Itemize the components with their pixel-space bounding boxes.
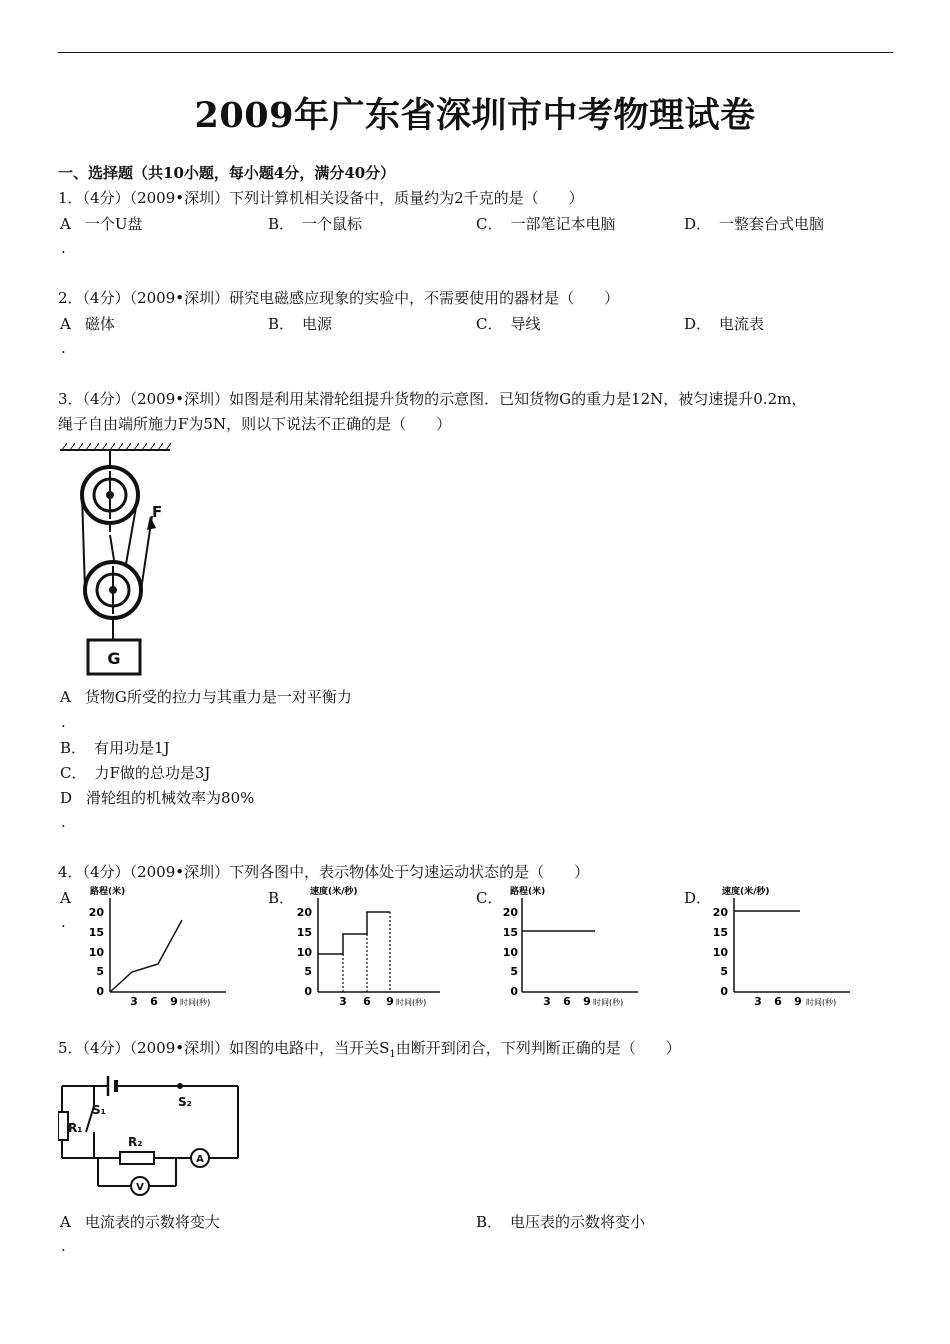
q3-option-a[interactable] (60, 687, 352, 707)
question-2-stem: 2．（4分）（2009•深圳）研究电磁感应现象的实验中，不需要使用的器材是（ ） (58, 289, 620, 307)
option-label: C． (476, 215, 503, 233)
option-label: A (60, 688, 71, 706)
option-text: 有用功是1J (94, 739, 170, 757)
graph-ylabel: 路程(米) (510, 887, 546, 897)
option-text: 一部笔记本电脑 (510, 215, 616, 233)
y-tick: 15 (88, 926, 104, 939)
graph-a (86, 884, 246, 1009)
graph-xlabel: 时间(秒) (806, 998, 837, 1007)
option-label: A (60, 315, 71, 333)
x-tick: 9 (583, 995, 591, 1008)
option-text: 电压表的示数将变小 (510, 1213, 646, 1231)
y-tick: 20 (502, 906, 518, 919)
q3-option-d[interactable] (60, 788, 254, 808)
x-tick: 6 (563, 995, 571, 1008)
x-tick: 3 (339, 995, 347, 1008)
page-title: 2009年广东省深圳市中考物理试卷 (194, 95, 756, 136)
graph-c (500, 884, 660, 1009)
q2-option-a[interactable] (60, 314, 115, 334)
y-tick: 5 (720, 965, 728, 978)
y-tick: 20 (296, 906, 312, 919)
graph-xlabel: 时间(秒) (396, 998, 427, 1007)
graph-xlabel: 时间(秒) (593, 998, 624, 1007)
dot: . (61, 713, 66, 731)
y-tick: 10 (296, 946, 312, 959)
q4-option-c-label[interactable]: C． (476, 889, 503, 907)
option-label: C． (476, 315, 503, 333)
option-text: 一个U盘 (84, 215, 143, 233)
option-label: D． (684, 315, 712, 333)
y-tick: 10 (502, 946, 518, 959)
question-1-stem: 1．（4分）（2009•深圳）下列计算机相关设备中，质量约为2千克的是（ ） (58, 189, 584, 207)
question-5-stem (58, 1038, 681, 1065)
y-tick: 5 (96, 965, 104, 978)
q4-option-b-label[interactable]: B． (268, 889, 295, 907)
dot: . (61, 239, 66, 257)
q2-option-b[interactable] (268, 314, 332, 334)
x-tick: 6 (363, 995, 371, 1008)
x-tick: 9 (170, 995, 178, 1008)
x-tick: 6 (774, 995, 782, 1008)
circuit-figure (58, 1070, 248, 1200)
q1-option-a[interactable] (60, 214, 143, 234)
load-label: G (107, 649, 121, 668)
r1-label: R₁ (68, 1121, 83, 1135)
option-label: B． (60, 739, 87, 757)
x-tick: 9 (794, 995, 802, 1008)
voltmeter-label: V (136, 1182, 144, 1193)
q1-option-b[interactable] (268, 214, 362, 234)
ceiling (60, 443, 171, 450)
force-label: F (152, 503, 163, 521)
s1-label: S₁ (92, 1103, 106, 1117)
q4-option-a-label[interactable]: A (60, 889, 71, 907)
y-tick: 20 (88, 906, 104, 919)
option-text: 电流表 (719, 315, 765, 333)
option-text: 力F做的总功是3J (94, 764, 211, 782)
x-tick: 6 (150, 995, 158, 1008)
q5-option-b[interactable] (476, 1212, 645, 1232)
q2-option-d[interactable] (684, 314, 764, 334)
option-text: 磁体 (84, 315, 115, 333)
option-label: B． (268, 215, 295, 233)
option-label: B． (476, 1213, 503, 1231)
stem-text: 5．（4分）（2009•深圳）如图的电路中，当开关S (58, 1039, 390, 1057)
q4-option-d-label[interactable]: D． (684, 889, 712, 907)
y-tick: 10 (712, 946, 728, 959)
y-tick: 20 (712, 906, 728, 919)
option-label: B． (268, 315, 295, 333)
graph-line (110, 920, 182, 992)
q1-option-d[interactable] (684, 214, 824, 234)
graph-d (708, 884, 868, 1009)
question-4-stem: 4．（4分）（2009•深圳）下列各图中，表示物体处于匀速运动状态的是（ ） (58, 863, 590, 881)
question-3-stem-line2: 绳子自由端所施力F为5N，则以下说法不正确的是（ ） (58, 415, 452, 433)
q1-option-c[interactable] (476, 214, 616, 234)
dot: . (61, 913, 66, 931)
y-tick: 5 (304, 965, 312, 978)
dot: . (61, 339, 66, 357)
graph-xlabel: 时间(秒) (180, 998, 211, 1007)
y-tick: 15 (712, 926, 728, 939)
y-tick: 15 (296, 926, 312, 939)
option-text: 滑轮组的机械效率为80% (86, 789, 255, 807)
option-text: 一整套台式电脑 (719, 215, 825, 233)
option-text: 导线 (510, 315, 541, 333)
x-tick: 9 (386, 995, 394, 1008)
option-label: A (60, 1213, 71, 1231)
option-text: 货物G所受的拉力与其重力是一对平衡力 (84, 688, 352, 706)
y-tick: 0 (510, 985, 518, 998)
q3-option-c[interactable] (60, 763, 210, 783)
y-tick: 0 (304, 985, 312, 998)
y-tick: 15 (502, 926, 518, 939)
stem-subscript: 1 (389, 1049, 396, 1060)
y-tick: 0 (96, 985, 104, 998)
q5-option-a[interactable] (60, 1212, 220, 1232)
y-tick: 10 (88, 946, 104, 959)
ammeter-label: A (196, 1154, 204, 1165)
fixed-pulley (82, 467, 138, 523)
s2-label: S₂ (178, 1095, 192, 1109)
x-tick: 3 (130, 995, 138, 1008)
dot: . (61, 813, 66, 831)
r2-label: R₂ (128, 1135, 143, 1149)
graph-b (292, 884, 457, 1009)
option-label: A (60, 215, 71, 233)
option-label: D． (684, 215, 712, 233)
option-text: 电源 (302, 315, 333, 333)
movable-pulley (85, 562, 141, 618)
option-text: 电流表的示数将变大 (84, 1213, 220, 1231)
option-text: 一个鼠标 (302, 215, 363, 233)
option-label: C． (60, 764, 87, 782)
graph-ylabel: 路程(米) (90, 887, 126, 897)
header-rule (58, 52, 893, 53)
graph-ylabel: 速度(米/秒) (310, 887, 358, 897)
graph-line (318, 912, 390, 954)
q2-option-c[interactable] (476, 314, 541, 334)
load-box (88, 640, 140, 674)
stem-text: 由断开到闭合，下列判断正确的是（ ） (395, 1039, 681, 1057)
y-tick: 0 (720, 985, 728, 998)
option-label: D (60, 789, 73, 807)
dot: . (61, 1237, 66, 1255)
x-tick: 3 (543, 995, 551, 1008)
x-tick: 3 (754, 995, 762, 1008)
question-3-stem-line1: 3．（4分）（2009•深圳）如图是利用某滑轮组提升货物的示意图．已知货物G的重力是12N，被匀速提升0.2m， (58, 390, 807, 408)
q3-option-b[interactable] (60, 738, 170, 758)
y-tick: 5 (510, 965, 518, 978)
graph-ylabel: 速度(米/秒) (722, 887, 770, 897)
pulley-figure (58, 440, 183, 680)
section-heading: 一、选择题（共10小题，每小题4分，满分40分） (58, 164, 396, 182)
